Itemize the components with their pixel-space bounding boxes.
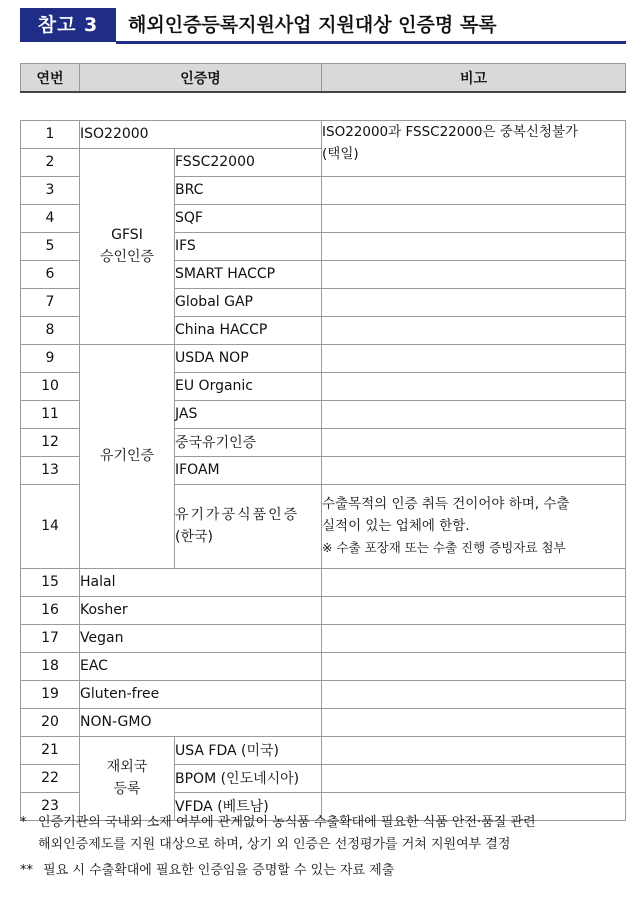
cert-name: Kosher <box>80 596 322 624</box>
remarks-empty <box>322 400 626 428</box>
remarks-empty <box>322 372 626 400</box>
col-header-number: 연번 <box>21 64 80 93</box>
remarks-empty <box>322 428 626 456</box>
remarks-line: ISO22000과 FSSC22000은 중복신청불가 <box>322 123 579 140</box>
row-number: 19 <box>21 680 80 708</box>
row-number: 17 <box>21 624 80 652</box>
row-number: 8 <box>21 316 80 344</box>
row-number: 20 <box>21 708 80 736</box>
footnote-1 <box>20 812 630 856</box>
group-label: GFSI <box>111 227 143 243</box>
group-organic: 유기인증 <box>80 344 175 568</box>
cert-name: IFS <box>175 232 322 260</box>
header-divider <box>21 92 626 120</box>
cert-name: SMART HACCP <box>175 260 322 288</box>
title-underline <box>116 41 626 44</box>
footnote-mark: ** <box>20 863 33 878</box>
remarks-empty <box>322 764 626 792</box>
cert-name: IFOAM <box>175 456 322 484</box>
row-number: 15 <box>21 568 80 596</box>
cert-name: USA FDA (미국) <box>175 736 322 764</box>
group-label: 승인인증 <box>99 249 155 265</box>
remarks-line: (택일) <box>322 145 359 162</box>
col-header-remarks: 비고 <box>322 64 626 93</box>
remarks-empty <box>322 596 626 624</box>
cert-name: SQF <box>175 204 322 232</box>
certification-table <box>20 63 626 821</box>
remarks-empty <box>322 316 626 344</box>
row-number: 9 <box>21 344 80 372</box>
remarks-line: 수출목적의 인증 취득 건이어야 하며, 수출 <box>322 496 570 512</box>
row-number: 22 <box>21 764 80 792</box>
cert-name: Global GAP <box>175 288 322 316</box>
row-number: 4 <box>21 204 80 232</box>
row-number: 13 <box>21 456 80 484</box>
table-row <box>21 736 626 764</box>
cert-name: FSSC22000 <box>175 148 322 176</box>
footnotes <box>20 812 630 882</box>
row-number: 23 <box>21 792 80 820</box>
cert-name: JAS <box>175 400 322 428</box>
row-number: 3 <box>21 176 80 204</box>
cert-name: Gluten-free <box>80 680 322 708</box>
remarks-line: ※ 수출 포장재 또는 수출 진행 증빙자료 첨부 <box>322 540 566 555</box>
row-number: 7 <box>21 288 80 316</box>
cert-name: EU Organic <box>175 372 322 400</box>
row-number: 21 <box>21 736 80 764</box>
remarks-iso-fssc <box>322 120 626 176</box>
row-number: 6 <box>21 260 80 288</box>
row-number: 1 <box>21 120 80 148</box>
row-number: 16 <box>21 596 80 624</box>
cert-name: BRC <box>175 176 322 204</box>
remarks-empty <box>322 344 626 372</box>
row-number: 11 <box>21 400 80 428</box>
footnote-line: 인증기관의 국내외 소재 여부에 관계없이 농식품 수출확대에 필요한 식품 안전·품질 관련 <box>38 815 536 830</box>
cert-name: NON-GMO <box>80 708 322 736</box>
remarks-empty <box>322 204 626 232</box>
table-row <box>21 344 626 372</box>
cert-name: VFDA (베트남) <box>175 792 322 820</box>
cert-name: Halal <box>80 568 322 596</box>
cert-name: China HACCP <box>175 316 322 344</box>
remarks-organic <box>322 484 626 568</box>
group-foreign-registration <box>80 736 175 820</box>
section-header <box>20 8 626 44</box>
table-row <box>21 652 626 680</box>
remarks-empty <box>322 652 626 680</box>
remarks-empty <box>322 736 626 764</box>
footnote-2 <box>20 860 630 882</box>
cert-name-line: 유기가공식품인증 <box>175 507 300 523</box>
remarks-empty <box>322 568 626 596</box>
remarks-empty <box>322 680 626 708</box>
cert-name-line: (한국) <box>175 529 213 545</box>
remarks-empty <box>322 232 626 260</box>
group-label: 등록 <box>113 781 141 797</box>
cert-name: ISO22000 <box>80 120 322 148</box>
row-number: 14 <box>21 484 80 568</box>
table-row <box>21 120 626 148</box>
page-title: 해외인증등록지원사업 지원대상 인증명 목록 <box>128 14 497 36</box>
table-row <box>21 708 626 736</box>
group-label: 재외국 <box>106 759 148 775</box>
cert-name: 중국유기인증 <box>175 428 322 456</box>
cert-name: USDA NOP <box>175 344 322 372</box>
row-number: 10 <box>21 372 80 400</box>
remarks-empty <box>322 176 626 204</box>
cert-name <box>175 484 322 568</box>
table-row <box>21 568 626 596</box>
remarks-empty <box>322 624 626 652</box>
remarks-empty <box>322 708 626 736</box>
footnote-line: 필요 시 수출확대에 필요한 인증임을 증명할 수 있는 자료 제출 <box>43 863 395 878</box>
row-number: 5 <box>21 232 80 260</box>
remarks-line: 실적이 있는 업체에 한함. <box>322 518 470 534</box>
remarks-empty <box>322 260 626 288</box>
col-header-cert-name: 인증명 <box>80 64 322 93</box>
footnote-mark: * <box>20 815 27 830</box>
row-number: 2 <box>21 148 80 176</box>
cert-name: EAC <box>80 652 322 680</box>
cert-name: Vegan <box>80 624 322 652</box>
table-row <box>21 596 626 624</box>
row-number: 18 <box>21 652 80 680</box>
table-row <box>21 624 626 652</box>
footnote-line: 해외인증제도를 지원 대상으로 하며, 상기 외 인증은 선정평가를 거쳐 지원여부 결정 <box>38 837 511 852</box>
remarks-empty <box>322 288 626 316</box>
remarks-empty <box>322 456 626 484</box>
reference-badge: 참고 3 <box>20 8 116 42</box>
group-gfsi <box>80 148 175 344</box>
row-number: 12 <box>21 428 80 456</box>
cert-name: BPOM (인도네시아) <box>175 764 322 792</box>
table-row <box>21 680 626 708</box>
